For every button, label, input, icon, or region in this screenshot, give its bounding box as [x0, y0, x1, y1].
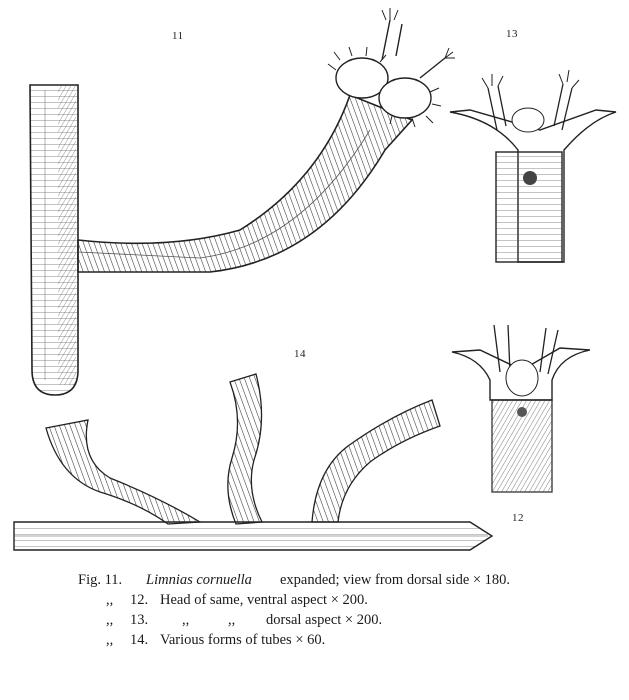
caption-line-fig13	[78, 610, 598, 630]
caption-ditto-lead: ,,	[106, 612, 114, 628]
caption-fig-number: 13.	[130, 612, 149, 628]
caption-ditto-lead: ,,	[106, 632, 114, 648]
fig14-tube-forms	[46, 374, 440, 524]
fig11-label: 11	[172, 30, 184, 42]
caption-line-fig11	[78, 570, 598, 590]
caption-line3-text: dorsal aspect × 200.	[266, 612, 383, 628]
caption-line2-text: Head of same, ventral aspect × 200.	[160, 592, 368, 608]
caption-line1-text: expanded; view from dorsal side × 180.	[280, 572, 511, 588]
fig12-label: 12	[512, 512, 524, 524]
fig13-label: 13	[506, 28, 518, 40]
caption-line-fig14	[78, 630, 598, 650]
fig14-label: 14	[294, 348, 306, 360]
fig11-animal-body	[78, 95, 412, 272]
caption-ditto-mark: ,,	[228, 612, 236, 628]
caption-species-name: Limnias cornuella	[146, 572, 252, 588]
caption-line-fig12	[78, 590, 598, 610]
caption-ditto-lead: ,,	[106, 592, 114, 608]
caption-ditto-mark: ,,	[182, 612, 190, 628]
fig14-base-tube	[14, 522, 492, 550]
fig13-dorsal-head	[450, 70, 616, 262]
caption-fig-number: 12.	[130, 592, 149, 608]
caption-fig-number: 14.	[130, 632, 149, 648]
figure-caption	[78, 570, 598, 650]
fig11-vertical-tube	[30, 85, 78, 395]
caption-fig-prefix: Fig. 11.	[78, 572, 123, 588]
fig12-ventral-head	[452, 325, 590, 492]
caption-line4-text: Various forms of tubes × 60.	[160, 632, 326, 648]
